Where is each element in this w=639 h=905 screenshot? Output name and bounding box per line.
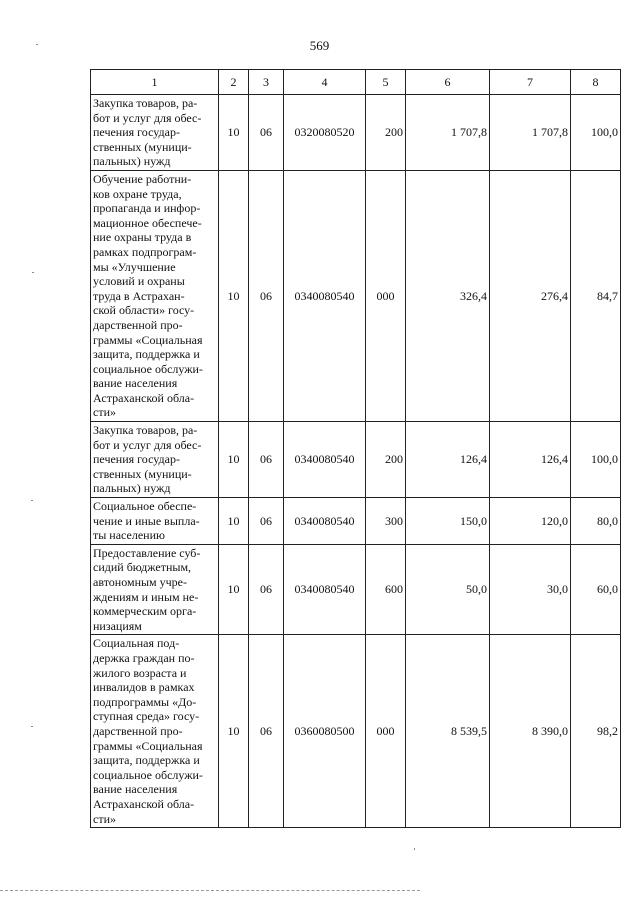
execution-percent: 80,0	[571, 498, 621, 545]
target-article-code: 0340080540	[284, 544, 366, 635]
table-row	[91, 498, 621, 545]
header-cell: 7	[490, 70, 571, 95]
section-code: 10	[219, 498, 249, 545]
planned-amount: 326,4	[406, 170, 490, 421]
target-article-code: 0340080540	[284, 498, 366, 545]
target-article-code: 0360080500	[284, 635, 366, 828]
expense-type-code: 300	[366, 498, 406, 545]
planned-amount: 150,0	[406, 498, 490, 545]
planned-amount: 1 707,8	[406, 95, 490, 171]
section-code: 10	[219, 422, 249, 498]
section-code: 10	[219, 170, 249, 421]
header-cell: 8	[571, 70, 621, 95]
actual-amount: 8 390,0	[490, 635, 571, 828]
row-description: Обучение работни- ков охране труда, пропаганда и инфор- мационное обеспече- ние охраны труда в рамках подпрограм- мы «Улучшение условий и охраны труда в Астрахан- ской области» госу- дарственной про- граммы «Социальная защита, поддержка и социальное обслужи- вание населения Астраханской обла- сти»	[91, 170, 219, 421]
header-cell: 3	[249, 70, 284, 95]
execution-percent: 100,0	[571, 95, 621, 171]
scan-speck	[414, 848, 415, 850]
row-description: Предоставление суб- сидий бюджетным, автономным учре- ждениям и иным не- коммерческим орга- низациям	[91, 544, 219, 635]
budget-table	[90, 69, 621, 828]
actual-amount: 120,0	[490, 498, 571, 545]
subsection-code: 06	[249, 498, 284, 545]
section-code: 10	[219, 95, 249, 171]
table-row	[91, 95, 621, 171]
planned-amount: 8 539,5	[406, 635, 490, 828]
actual-amount: 30,0	[490, 544, 571, 635]
execution-percent: 84,7	[571, 170, 621, 421]
row-description: Закупка товаров, ра- бот и услуг для обес- печения государ- ственных (муници- пальных) нужд	[91, 422, 219, 498]
subsection-code: 06	[249, 170, 284, 421]
table-row	[91, 635, 621, 828]
page-number: 569	[309, 38, 330, 53]
planned-amount: 126,4	[406, 422, 490, 498]
actual-amount: 126,4	[490, 422, 571, 498]
table-header-row	[91, 70, 621, 95]
scan-speck	[31, 500, 33, 501]
subsection-code: 06	[249, 95, 284, 171]
table-row	[91, 422, 621, 498]
scan-speck	[36, 44, 38, 45]
row-description: Закупка товаров, ра- бот и услуг для обес- печения государ- ственных (муници- пальных) нужд	[91, 95, 219, 171]
table-row	[91, 170, 621, 421]
subsection-code: 06	[249, 422, 284, 498]
execution-percent: 100,0	[571, 422, 621, 498]
section-code: 10	[219, 544, 249, 635]
header-cell: 1	[91, 70, 219, 95]
expense-type-code: 000	[366, 170, 406, 421]
expense-type-code: 200	[366, 95, 406, 171]
expense-type-code: 000	[366, 635, 406, 828]
section-code: 10	[219, 635, 249, 828]
scan-speck	[31, 726, 33, 727]
subsection-code: 06	[249, 544, 284, 635]
actual-amount: 1 707,8	[490, 95, 571, 171]
table-row	[91, 544, 621, 635]
header-cell: 4	[284, 70, 366, 95]
bottom-dashed-line	[0, 890, 420, 891]
header-cell: 6	[406, 70, 490, 95]
target-article-code: 0320080520	[284, 95, 366, 171]
header-cell: 2	[219, 70, 249, 95]
scan-speck	[32, 272, 34, 273]
subsection-code: 06	[249, 635, 284, 828]
actual-amount: 276,4	[490, 170, 571, 421]
execution-percent: 98,2	[571, 635, 621, 828]
target-article-code: 0340080540	[284, 422, 366, 498]
target-article-code: 0340080540	[284, 170, 366, 421]
execution-percent: 60,0	[571, 544, 621, 635]
expense-type-code: 600	[366, 544, 406, 635]
row-description: Социальная под- держка граждан по- жилого возраста и инвалидов в рамках подпрограммы «До- ступная среда» госу- дарственной про- граммы «Социальная защита, поддержка и социальное обслужи- вание населения Астраханской обла- сти»	[91, 635, 219, 828]
header-cell: 5	[366, 70, 406, 95]
expense-type-code: 200	[366, 422, 406, 498]
row-description: Социальное обеспе- чение и иные выпла- ты населению	[91, 498, 219, 545]
planned-amount: 50,0	[406, 544, 490, 635]
